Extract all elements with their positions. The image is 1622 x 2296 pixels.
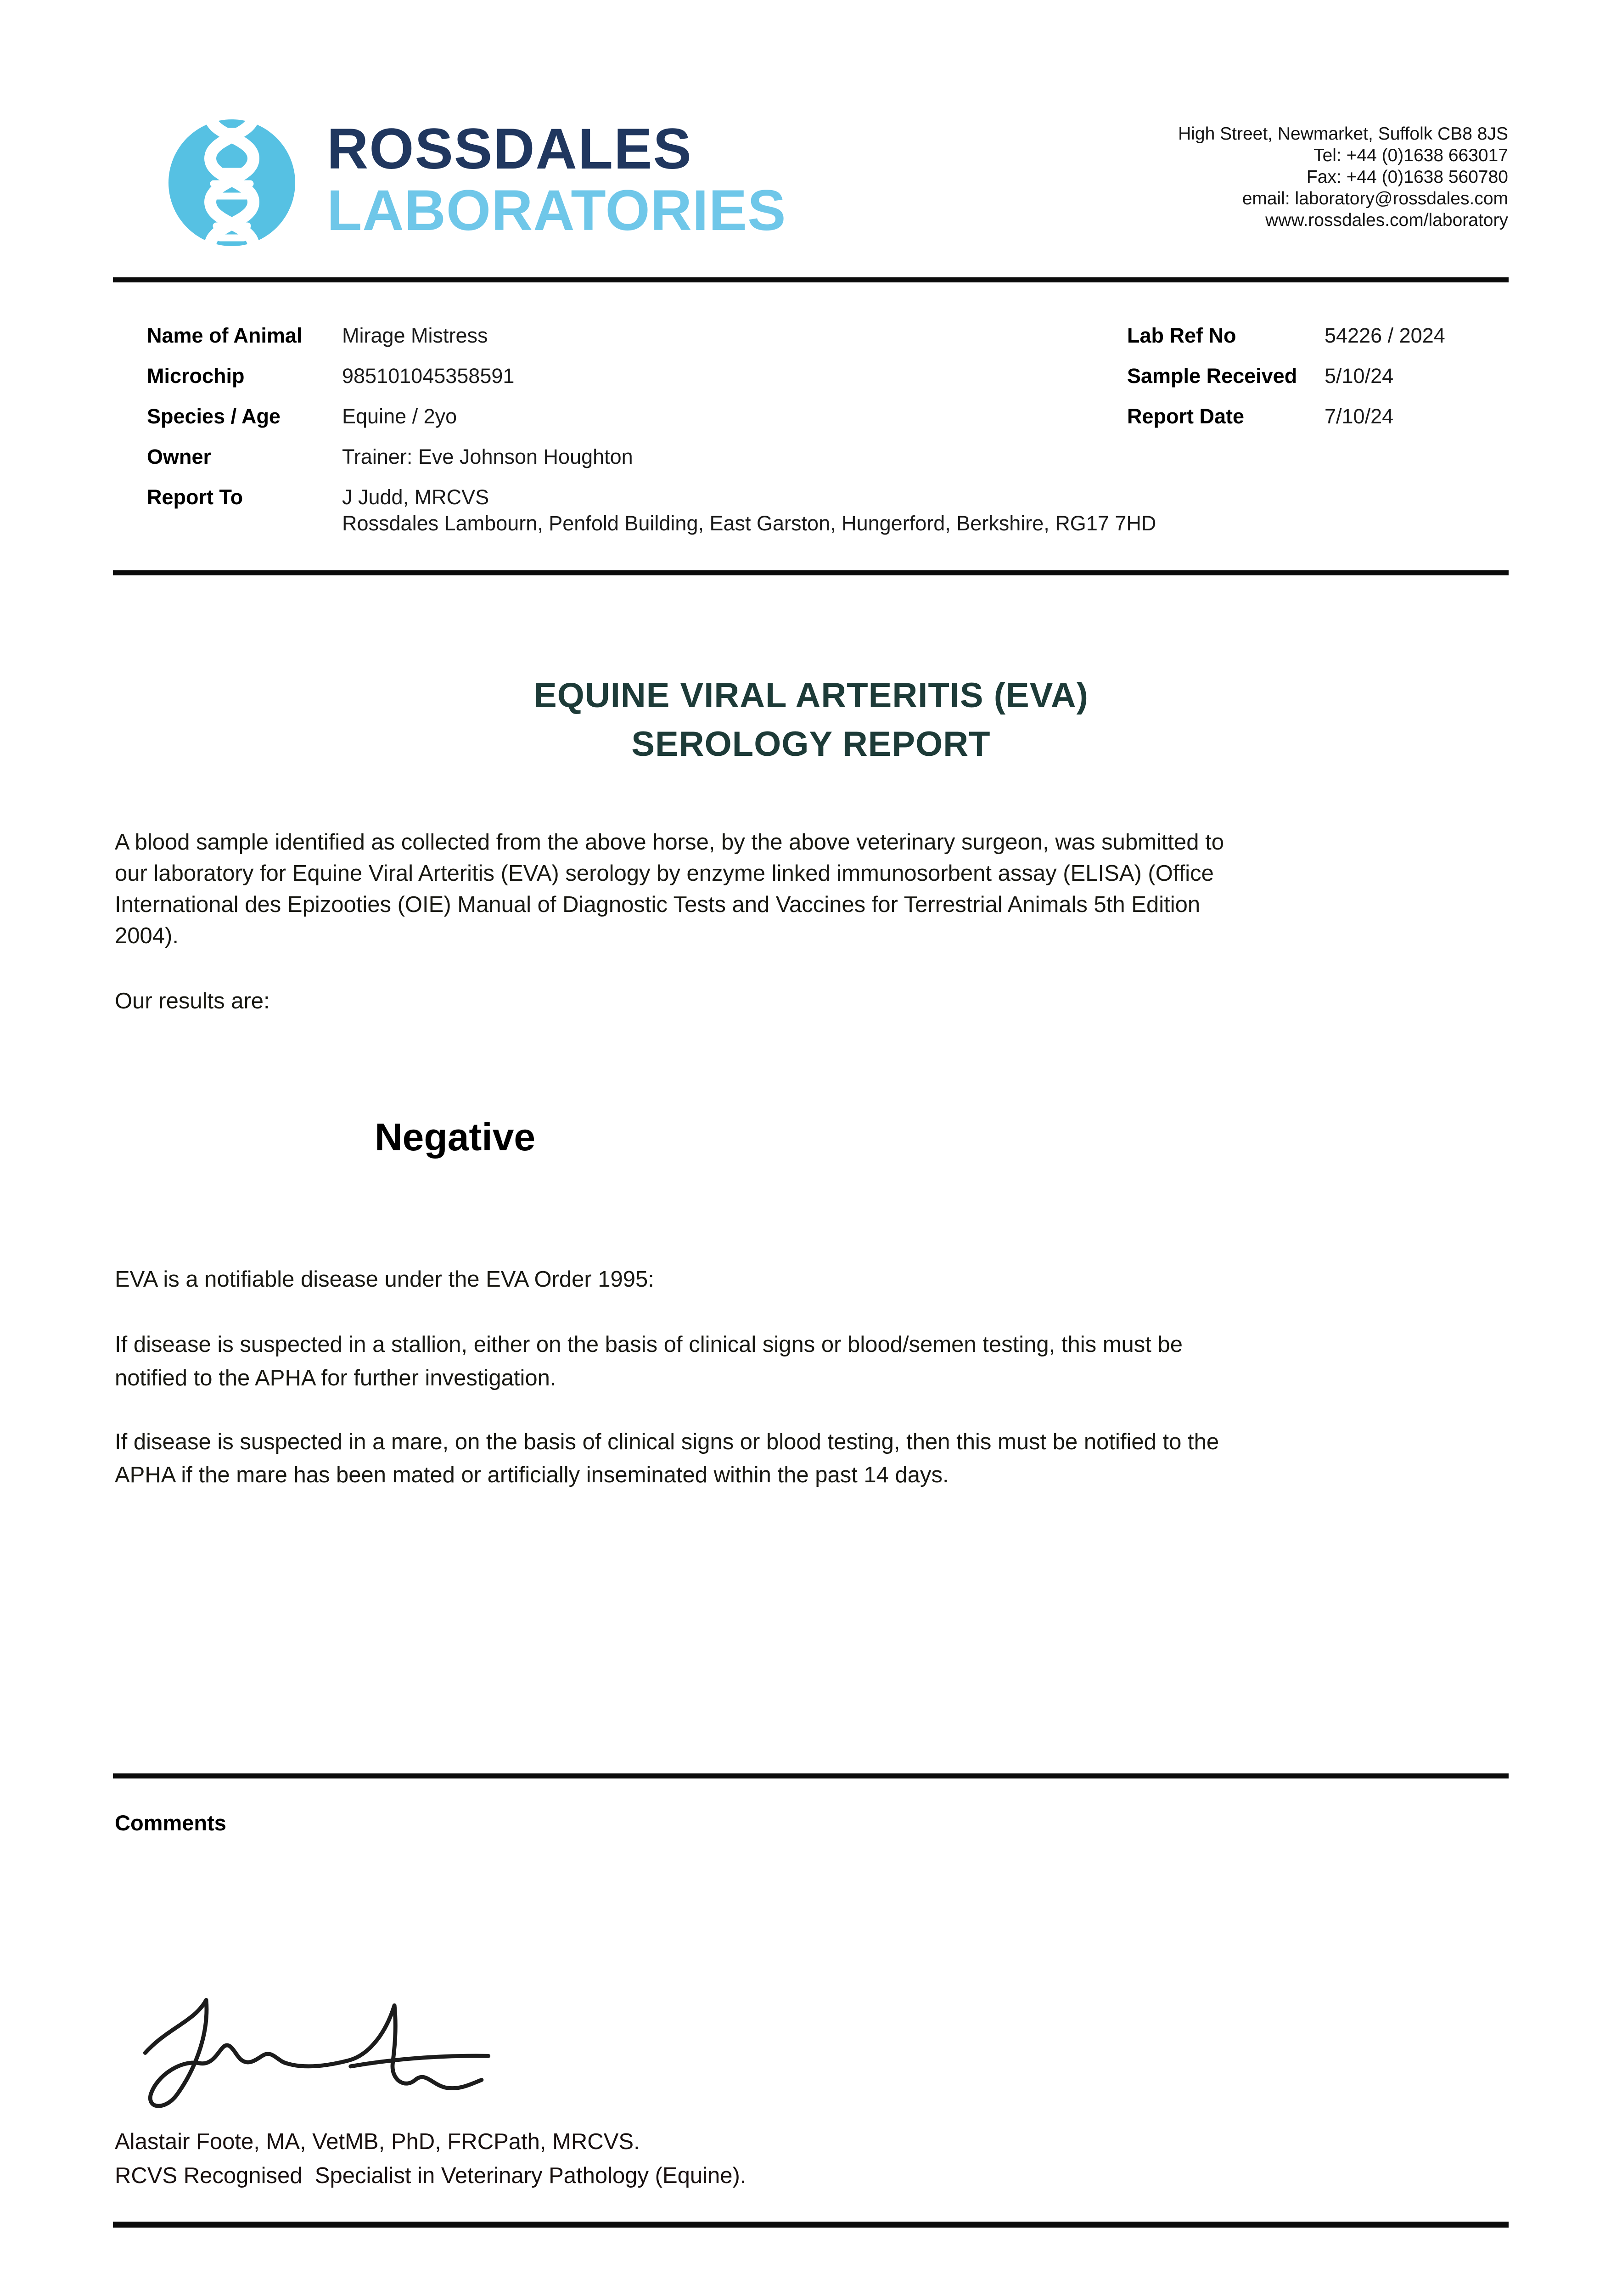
contact-email: email: laboratory@rossdales.com: [1242, 189, 1508, 208]
comments-divider: [113, 1773, 1509, 1778]
stallion-line: If disease is suspected in a stallion, either on the basis of clinical signs or blood/semen testing, this must be: [115, 1332, 1183, 1357]
brand-name-laboratories: LABORATORIES: [327, 179, 786, 242]
report-title-line1: EQUINE VIRAL ARTERITIS (EVA): [533, 676, 1089, 715]
detail-value: 985101045358591: [342, 364, 515, 388]
detail-value: Mirage Mistress: [342, 324, 488, 347]
intro-line: our laboratory for Equine Viral Arteritis (EVA) serology by enzyme linked immunosorbent assay (ELISA) (Office: [115, 861, 1214, 886]
lab-contact-block: [1178, 123, 1508, 231]
mare-paragraph: [115, 1425, 1219, 1491]
report-title-line2: SEROLOGY REPORT: [631, 725, 991, 764]
results-intro: Our results are:: [115, 989, 270, 1013]
detail-label: Lab Ref No: [1127, 324, 1236, 347]
contact-website: www.rossdales.com/laboratory: [1265, 210, 1508, 230]
detail-label: Report To: [147, 485, 243, 509]
detail-value: 5/10/24: [1325, 364, 1394, 388]
detail-label: Species / Age: [147, 405, 281, 428]
detail-value: 7/10/24: [1325, 405, 1394, 428]
detail-label: Sample Received: [1127, 364, 1297, 388]
detail-value-address: Rossdales Lambourn, Penfold Building, East Garston, Hungerford, Berkshire, RG17 7HD: [342, 512, 1156, 535]
detail-label: Microchip: [147, 364, 245, 388]
intro-line: 2004).: [115, 923, 179, 948]
detail-label: Owner: [147, 445, 212, 468]
comments-heading: Comments: [115, 1811, 226, 1835]
signatory-name: Alastair Foote, MA, VetMB, PhD, FRCPath, MRCVS.: [115, 2129, 640, 2154]
detail-label: Report Date: [1127, 405, 1245, 428]
detail-value: J Judd, MRCVS: [342, 485, 489, 509]
mare-line: APHA if the mare has been mated or artificially inseminated within the past 14 days.: [115, 1463, 949, 1487]
brand-name-rossdales: ROSSDALES: [327, 117, 692, 181]
detail-value: Equine / 2yo: [342, 405, 457, 428]
intro-line: International des Epizooties (OIE) Manual of Diagnostic Tests and Vaccines for Terrestrial Animals 5th Edition: [115, 892, 1201, 917]
contact-address: High Street, Newmarket, Suffolk CB8 8JS: [1178, 124, 1508, 144]
detail-value: Trainer: Eve Johnson Houghton: [342, 445, 633, 468]
mare-line: If disease is suspected in a mare, on the basis of clinical signs or blood testing, then this must be notified to the: [115, 1429, 1219, 1454]
notifiable-heading: EVA is a notifiable disease under the EVA Order 1995:: [115, 1267, 654, 1292]
detail-value: 54226 / 2024: [1325, 324, 1445, 347]
details-divider: [113, 570, 1509, 575]
signature-icon: [110, 1983, 523, 2118]
result-value: Negative: [375, 1115, 536, 1159]
contact-tel: Tel: +44 (0)1638 663017: [1313, 146, 1508, 165]
dna-helix-circle-icon: [163, 110, 301, 271]
intro-line: A blood sample identified as collected from the above horse, by the above veterinary surgeon, was submitted to: [115, 830, 1224, 855]
contact-fax: Fax: +44 (0)1638 560780: [1306, 167, 1508, 187]
stallion-line: notified to the APHA for further investigation.: [115, 1366, 556, 1390]
report-title: [0, 671, 1622, 769]
stallion-paragraph: [115, 1328, 1183, 1395]
header-divider: [113, 277, 1509, 282]
intro-paragraph: [115, 827, 1224, 951]
bottom-divider: [113, 2222, 1509, 2228]
signatory-qualification: RCVS Recognised Specialist in Veterinary Pathology (Equine).: [115, 2163, 746, 2188]
detail-label: Name of Animal: [147, 324, 303, 347]
